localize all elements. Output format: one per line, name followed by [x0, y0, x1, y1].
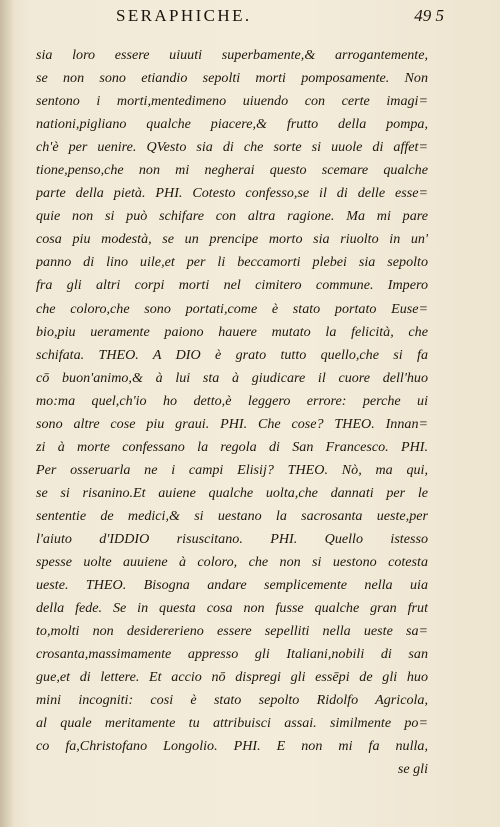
text-line: se si risanino.Et auiene qualche uolta,che dannati per le	[36, 484, 428, 501]
body-text	[36, 44, 428, 782]
running-head: SERAPHICHE.	[116, 6, 252, 25]
page-header	[0, 6, 500, 28]
text-line: tione,penso,che non mi negherai questo scemare qualche	[36, 162, 428, 179]
text-line: della fede. Se in questa cosa non fusse qualche gran frut	[36, 600, 428, 617]
catchword: se gli	[397, 761, 428, 778]
text-line: l'aiuto d'IDDIO risuscitano. PHI. Quello istesso	[36, 530, 428, 547]
text-line: sentono i morti,mentedimeno uiuendo con certe imagi=	[36, 93, 428, 110]
gutter-shadow	[0, 0, 14, 827]
text-line: ueste. THEO. Bisogna andare semplicemente nella uia	[36, 577, 428, 594]
text-line: fra gli altri corpi morti nel cimitero commune. Impero	[36, 277, 428, 294]
text-line: parte della pietà. PHI. Cotesto confesso,se il di delle esse=	[36, 185, 428, 202]
text-line: sia loro essere uiuuti superbamente,& arrogantemente,	[36, 47, 428, 63]
text-line: cosa piu modestà, se un prencipe morto sia riuolto in un'	[36, 231, 428, 248]
text-line: crosanta,massimamente appresso gli Italiani,nobili di san	[36, 646, 428, 663]
text-line: gue,et di lettere. Et accio nō dispregi gli essēpi de gli huo	[36, 669, 428, 686]
text-line: bio,piu ueramente paiono hauere mutato la felicità, che	[36, 323, 428, 340]
text-line: mo:ma quel,ch'io ho detto,è leggero errore: perche ui	[36, 392, 428, 409]
text-line: sententie de medici,& si uestano la sacrosanta ueste,per	[36, 507, 428, 524]
text-line: mini incogniti: cosi è stato sepolto Ridolfo Agricola,	[36, 692, 428, 709]
text-line: sono altre cose piu graui. PHI. Che cose? THEO. Innan=	[36, 415, 428, 432]
text-line: co fa,Christofano Longolio. PHI. E non mi fa nulla,	[36, 738, 428, 755]
text-line: se non sono etiandio sepolti morti pomposamente. Non	[36, 70, 428, 87]
text-line: zi à morte confessano la regola di San Francesco. PHI.	[36, 438, 428, 455]
text-line: nationi,pigliano qualche piacere,& frutto della pompa,	[36, 116, 428, 133]
text-line: quie non si può schifare con altra ragione. Ma mi pare	[36, 208, 428, 225]
text-line: che coloro,che sono portati,come è stato portato Euse=	[36, 300, 428, 317]
text-line: spesse uolte auuiene à coloro, che non si uestono cotesta	[36, 554, 428, 571]
text-line: ch'è per uenire. QVesto sia di che sorte si uuole di affet=	[36, 139, 428, 156]
text-line: Per osseruarla ne i campi Elisij? THEO. Nò, ma qui,	[36, 461, 428, 478]
page-number: 49 5	[414, 6, 444, 25]
text-line: cō buon'animo,& à lui sta à giudicare il cuore dell'huo	[36, 369, 428, 386]
text-line: to,molti non desidererieno essere sepelliti nella ueste sa=	[36, 623, 428, 640]
text-line: al quale meritamente tu attribuisci assai. similmente po=	[36, 715, 428, 732]
text-line: panno di lino uile,et per li beccamorti plebei sia sepolto	[36, 254, 428, 271]
text-line: schifata. THEO. A DIO è grato tutto quello,che si fa	[36, 346, 428, 363]
